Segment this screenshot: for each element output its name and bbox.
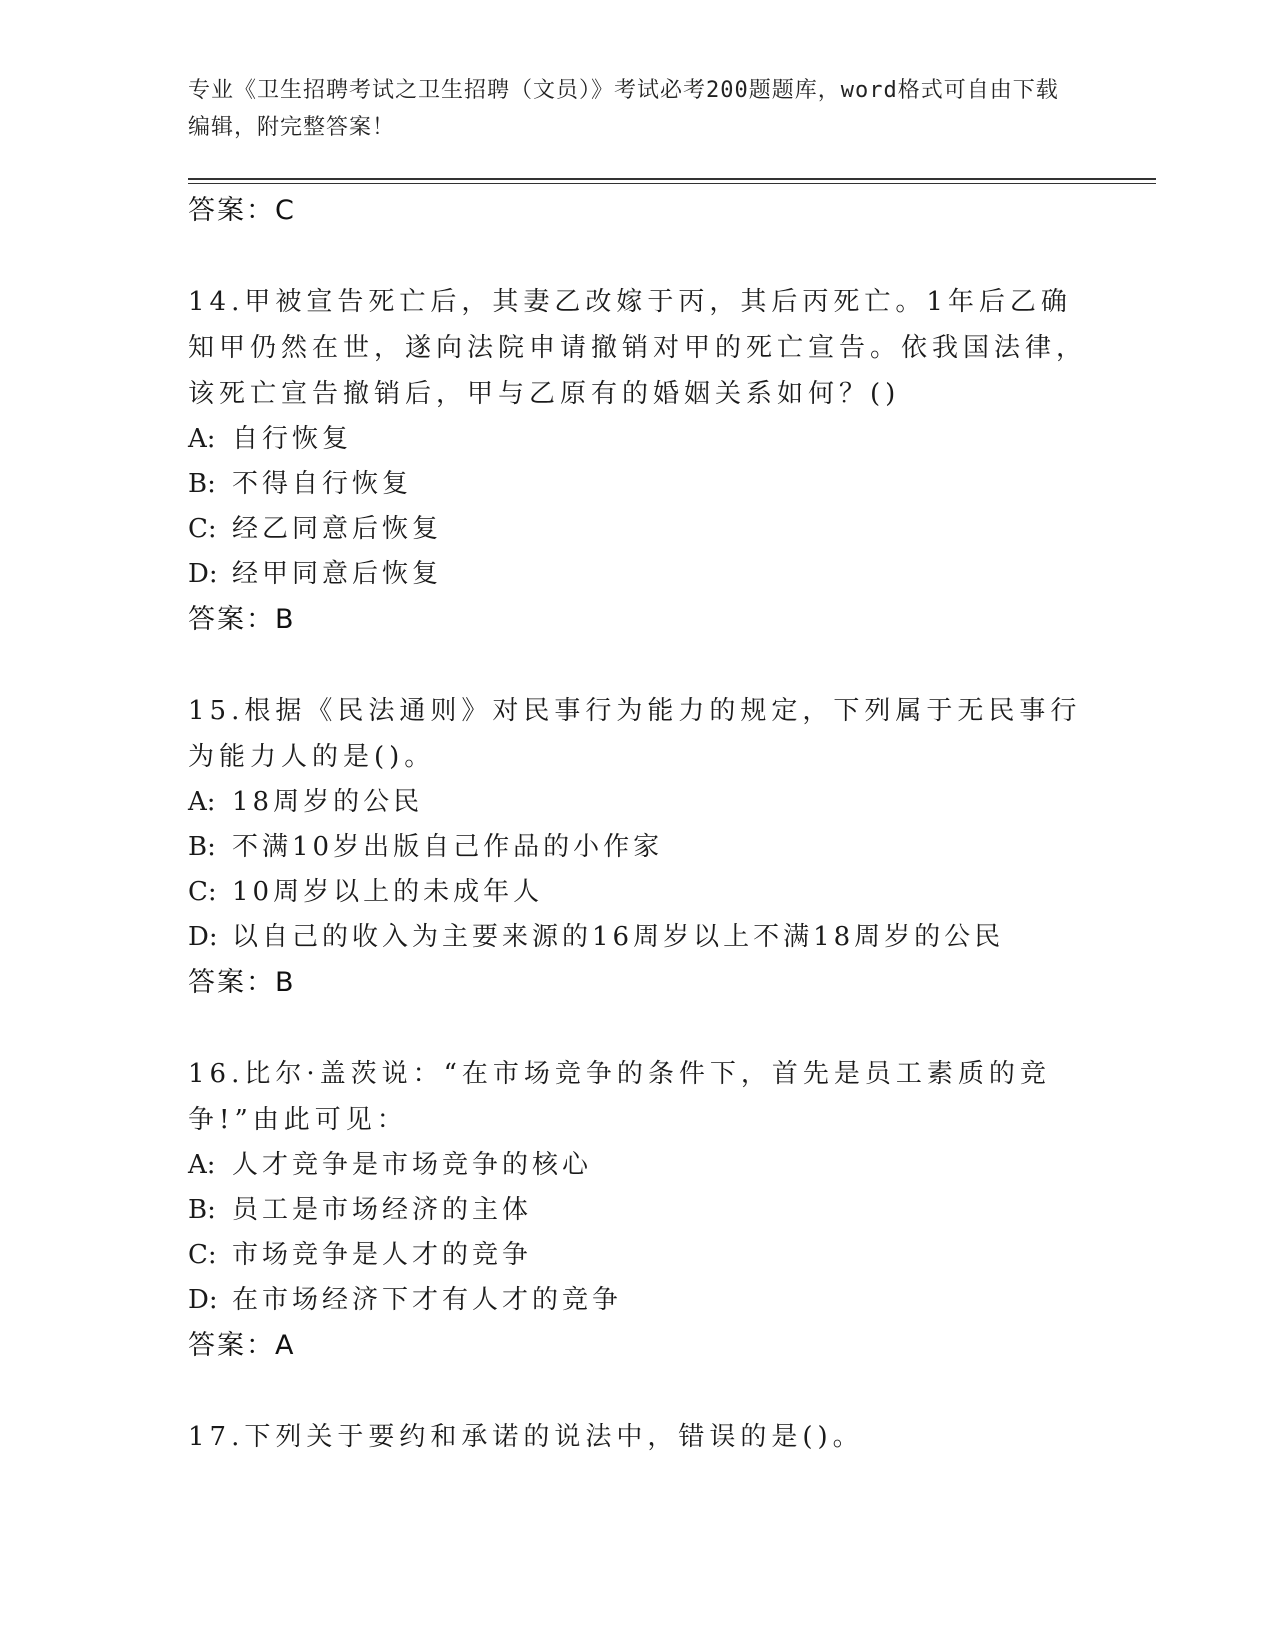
spacer (188, 1369, 1088, 1414)
option-letter: D: (188, 559, 218, 589)
spacer (188, 1006, 1088, 1051)
answer-line-q14: 答案：B (188, 604, 296, 635)
option-text: 市场竞争是人才的竞争 (232, 1240, 533, 1270)
answer-line-q15: 答案：B (188, 967, 296, 998)
option-text: 不满10岁出版自己作品的小作家 (232, 832, 664, 862)
option-text: 在市场经济下才有人才的竞争 (232, 1285, 623, 1315)
header-divider-thick (188, 178, 1156, 180)
option-letter: B: (188, 832, 216, 862)
document-header: 专业《卫生招聘考试之卫生招聘（文员）》考试必考200题题库，word格式可自由下载编辑，附完整答案！ (188, 78, 1059, 140)
question-stem-q15: 15.根据《民法通则》对民事行为能力的规定，下列属于无民事行为能力人的是()。 (188, 696, 1082, 772)
option-c-q14 (188, 507, 1088, 552)
option-c-q15 (188, 870, 1088, 915)
option-text: 自行恢复 (232, 424, 353, 454)
option-text: 经乙同意后恢复 (232, 514, 443, 544)
option-b-q14 (188, 462, 1088, 507)
option-text: 以自己的收入为主要来源的16周岁以上不满18周岁的公民 (232, 922, 1005, 952)
option-letter: D: (188, 922, 218, 952)
option-letter: A: (188, 424, 216, 454)
option-text: 经甲同意后恢复 (232, 559, 443, 589)
option-a-q15 (188, 780, 1088, 825)
option-d-q16 (188, 1278, 1088, 1323)
option-letter: A: (188, 1150, 216, 1180)
option-text: 人才竞争是市场竞争的核心 (232, 1150, 593, 1180)
option-b-q16 (188, 1188, 1088, 1233)
option-b-q15 (188, 825, 1088, 870)
option-text: 不得自行恢复 (232, 469, 413, 499)
header-divider-thin (188, 183, 1156, 184)
option-a-q16 (188, 1143, 1088, 1188)
option-letter: C: (188, 514, 217, 544)
question-list (188, 188, 1088, 1460)
question-stem-q17: 17.下列关于要约和承诺的说法中，错误的是()。 (188, 1422, 864, 1452)
option-letter: D: (188, 1285, 218, 1315)
option-d-q15 (188, 915, 1088, 960)
option-letter: B: (188, 469, 216, 499)
spacer (188, 234, 1088, 279)
question-stem-q16: 16.比尔·盖茨说：“在市场竞争的条件下，首先是员工素质的竞争!”由此可见： (188, 1059, 1051, 1135)
option-text: 18周岁的公民 (232, 787, 424, 817)
option-letter: C: (188, 877, 217, 907)
question-stem-q14: 14.甲被宣告死亡后，其妻乙改嫁于丙，其后丙死亡。1年后乙确知甲仍然在世，遂向法院申请撤销对甲的死亡宣告。依我国法律，该死亡宣告撤销后，甲与乙原有的婚姻关系如何？() (188, 287, 1088, 409)
option-letter: B: (188, 1195, 216, 1225)
option-letter: C: (188, 1240, 217, 1270)
option-letter: A: (188, 787, 216, 817)
answer-line-q13: 答案：C (188, 195, 296, 226)
option-text: 10周岁以上的未成年人 (232, 877, 544, 907)
option-c-q16 (188, 1233, 1088, 1278)
spacer (188, 643, 1088, 688)
answer-line-q16: 答案：A (188, 1330, 296, 1361)
option-a-q14 (188, 417, 1088, 462)
option-text: 员工是市场经济的主体 (232, 1195, 533, 1225)
option-d-q14 (188, 552, 1088, 597)
